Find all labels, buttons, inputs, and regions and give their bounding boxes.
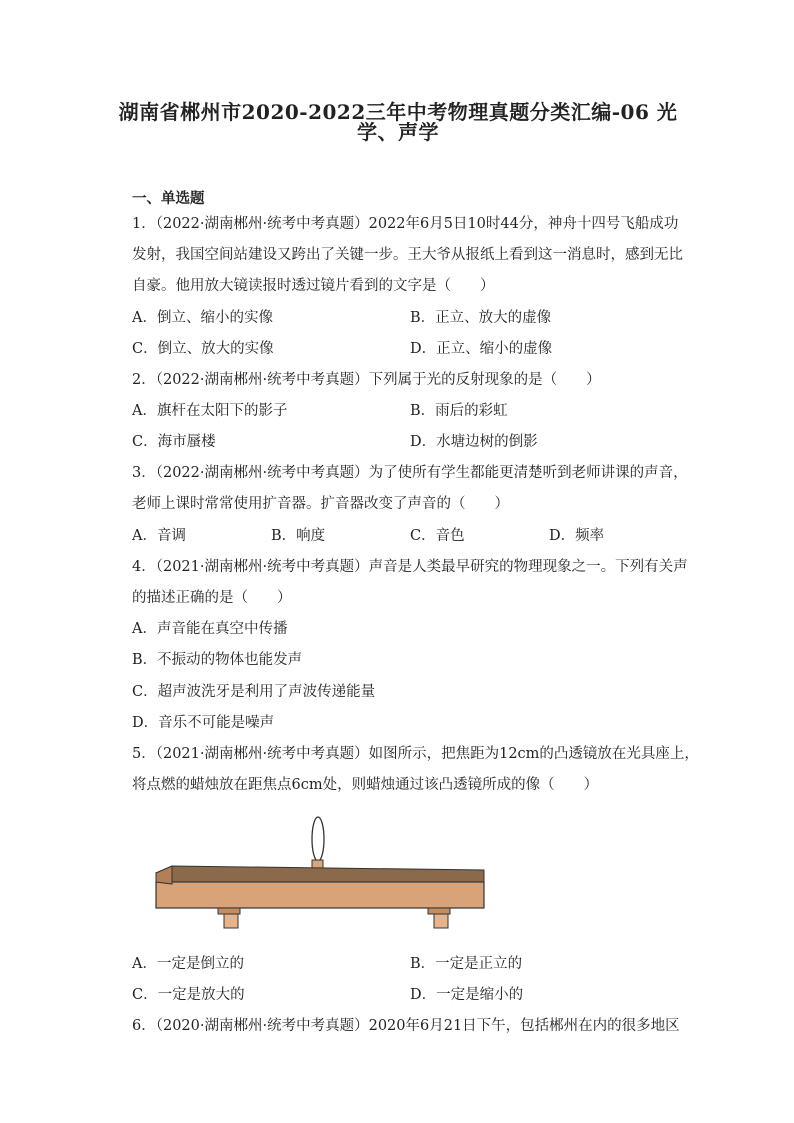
q1-line2: 发射，我国空间站建设又跨出了关键一步。王大爷从报纸上看到这一消息时，感到无比 bbox=[132, 247, 683, 263]
bench-leg-right bbox=[434, 914, 448, 928]
q5-option-a: A．一定是倒立的 bbox=[132, 956, 244, 972]
q3-option-a: A．音调 bbox=[132, 528, 186, 544]
bench-leg-right-top bbox=[428, 908, 450, 914]
doc-title-line2: 学、声学 bbox=[357, 120, 439, 144]
q1-option-a: A．倒立、缩小的实像 bbox=[132, 310, 273, 326]
optical-bench-figure bbox=[150, 812, 490, 934]
q2-line1: 2．（2022·湖南郴州·统考中考真题）下列属于光的反射现象的是（ ） bbox=[132, 372, 601, 388]
q3-option-c: C．音色 bbox=[410, 528, 465, 544]
doc-title-line1: 湖南省郴州市2020-2022三年中考物理真题分类汇编-06 光 bbox=[118, 100, 678, 124]
q4-option-c: C．超声波洗牙是利用了声波传递能量 bbox=[132, 684, 376, 700]
q4-option-d: D．音乐不可能是噪声 bbox=[132, 715, 275, 731]
q2-option-d: D．水塘边树的倒影 bbox=[410, 434, 538, 450]
q4-line2: 的描述正确的是（ ） bbox=[132, 590, 292, 606]
q5-option-c: C．一定是放大的 bbox=[132, 987, 245, 1003]
q1-option-b: B．正立、放大的虚像 bbox=[410, 310, 552, 326]
bench-leg-left bbox=[224, 914, 238, 928]
q2-option-a: A．旗杆在太阳下的影子 bbox=[132, 403, 288, 419]
section-heading: 一、单选题 bbox=[132, 190, 205, 207]
q1-line1: 1．（2022·湖南郴州·统考中考真题）2022年6月5日10时44分，神舟十四号飞船成功 bbox=[132, 216, 679, 232]
q1-line3: 自豪。他用放大镜读报时透过镜片看到的文字是（ ） bbox=[132, 278, 495, 294]
q3-option-d: D．频率 bbox=[549, 528, 605, 544]
q2-option-c: C．海市蜃楼 bbox=[132, 434, 216, 450]
q5-line2: 将点燃的蜡烛放在距焦点6cm处，则蜡烛通过该凸透镜所成的像（ ） bbox=[132, 777, 599, 793]
q3-option-b: B．响度 bbox=[271, 528, 326, 544]
convex-lens-shape bbox=[312, 817, 324, 861]
q1-option-d: D．正立、缩小的虚像 bbox=[410, 341, 553, 357]
bench-front bbox=[156, 882, 484, 908]
q3-line1: 3．（2022·湖南郴州·统考中考真题）为了使所有学生都能更清楚听到老师讲课的声音， bbox=[132, 465, 688, 481]
q4-option-a: A．声音能在真空中传播 bbox=[132, 621, 288, 637]
q5-option-d: D．一定是缩小的 bbox=[410, 987, 524, 1003]
q6-line1: 6．（2020·湖南郴州·统考中考真题）2020年6月21日下午，包括郴州在内的很多地区 bbox=[132, 1018, 680, 1034]
q3-line2: 老师上课时常常使用扩音器。扩音器改变了声音的（ ） bbox=[132, 496, 509, 512]
q4-line1: 4．（2021·湖南郴州·统考中考真题）声音是人类最早研究的物理现象之一。下列有关声 bbox=[132, 559, 688, 575]
q5-line1: 5．（2021·湖南郴州·统考中考真题）如图所示，把焦距为12cm的凸透镜放在光具座上， bbox=[132, 746, 699, 762]
q1-option-c: C．倒立、放大的实像 bbox=[132, 341, 274, 357]
bench-top bbox=[156, 866, 484, 884]
bench-end bbox=[156, 866, 172, 884]
bench-leg-left-top bbox=[218, 908, 240, 914]
q2-option-b: B．雨后的彩虹 bbox=[410, 403, 508, 419]
q4-option-b: B．不振动的物体也能发声 bbox=[132, 652, 303, 668]
q5-option-b: B．一定是正立的 bbox=[410, 956, 523, 972]
